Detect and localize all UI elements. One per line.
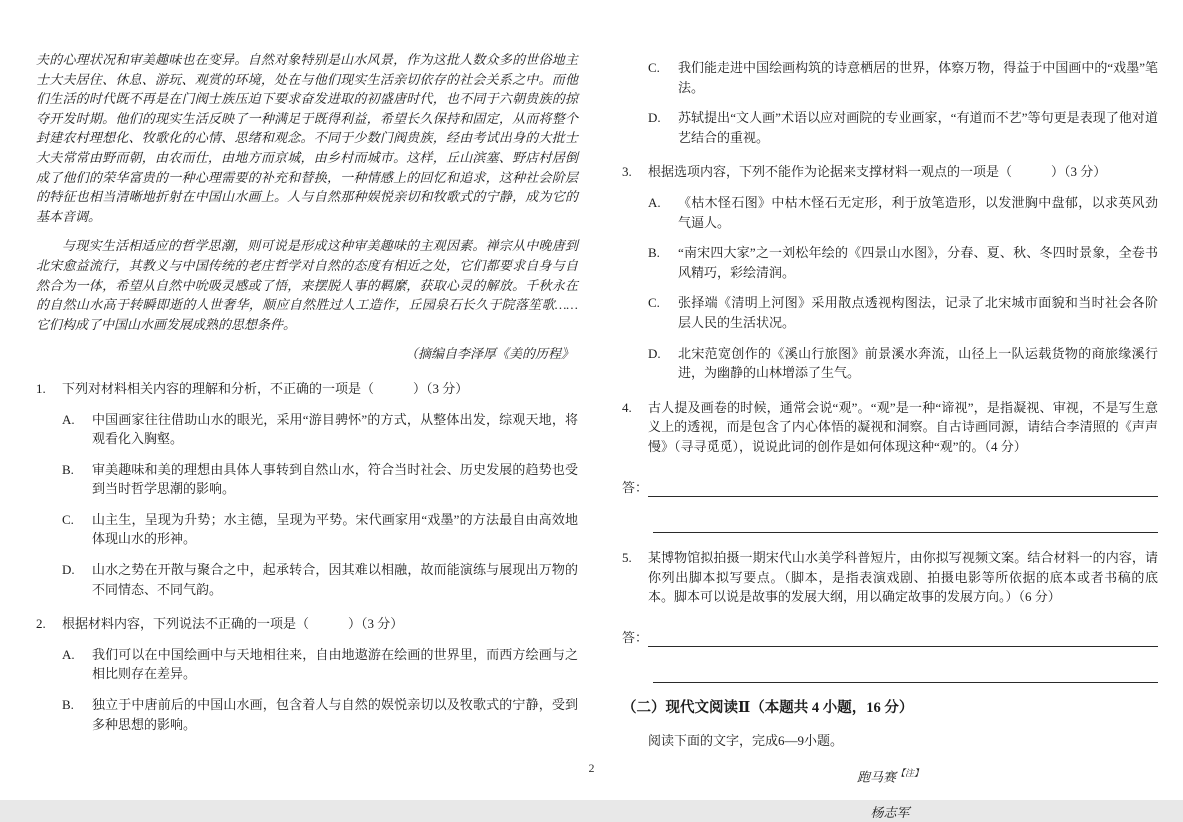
- option-text: 我们能走进中国绘画构筑的诗意栖居的世界，体察万物，得益于中国画中的“戏墨”笔法。: [678, 60, 1158, 95]
- section-2-title: （二）现代文阅读Ⅱ（本题共 4 小题，16 分）: [622, 700, 914, 717]
- question-2-option-d: [622, 108, 1158, 147]
- option-label: D.: [62, 562, 75, 578]
- option-label: A.: [62, 411, 75, 427]
- option-text: 张择端《清明上河图》采用散点透视构图法，记录了北宋城市面貌和当时社会各阶层人民的生活状况。: [678, 295, 1158, 330]
- question-2-option-b: [36, 695, 578, 734]
- question-1: [36, 379, 578, 399]
- question-4-stem: 古人提及画卷的时候，通常会说“观”。“观”是一种“谛视”，是指凝视、审视，不是写生意义上的透视，而是包含了内心体悟的凝视和洞察。自古诗画同源，请结合李清照的《声声慢》（寻寻觅觅），说说此词的创作是如何体现这种“观”的。（4 分）: [648, 399, 1158, 454]
- question-1-number: 1.: [36, 380, 46, 396]
- question-5-answer-row-1: [622, 628, 1158, 648]
- option-label: C.: [648, 295, 660, 311]
- answer-label: 答：: [622, 629, 649, 645]
- question-3-option-c: [622, 293, 1158, 332]
- reading-title-note: 【注】: [896, 767, 924, 778]
- question-4-number: 4.: [622, 399, 632, 415]
- reading-piece-author: 杨志军: [870, 804, 910, 820]
- material-paragraph-2: 与现实生活相适应的哲学思潮，则可说是形成这种审美趣味的主观因素。禅宗从中晚唐到北宋愈益流行，其教义与中国传统的老庄哲学对自然的态度有相近之处，它们都要求自身与自然合为一体，希望从自然中吮吸灵感或了悟，来摆脱人事的羁縻，获取心灵的解放。千秋永在的自然山水高于转瞬即逝的人世奢华，顺应自然胜过人工造作，丘园泉石长久于院落笙歌……它们构成了中国山水画发展成熟的思想条件。: [36, 238, 578, 332]
- section-2-instruction: 阅读下面的文字，完成6—9小题。: [648, 733, 844, 749]
- question-3-option-a: [622, 193, 1158, 232]
- option-label: B.: [62, 697, 74, 713]
- question-1-stem: 下列对材料相关内容的理解和分析，不正确的一项是（ ）（3 分）: [62, 380, 469, 396]
- question-3-stem: 根据选项内容，下列不能作为论据来支撑材料一观点的一项是（ ）（3 分）: [648, 164, 1107, 180]
- question-4-answer-row-2: [622, 517, 1158, 533]
- question-2-option-c: [622, 58, 1158, 97]
- option-text: 北宋范宽创作的《溪山行旅图》前景溪水奔流，山径上一队运载货物的商旅缘溪行进，为幽静的山林增添了生气。: [678, 345, 1158, 381]
- option-text: “南宋四大家”之一刘松年绘的《四景山水图》，分春、夏、秋、冬四时景象，全卷书风精巧，彩绘清润。: [678, 245, 1158, 280]
- question-4-answer-row-1: [622, 478, 1158, 498]
- option-label: A.: [648, 194, 661, 210]
- option-label: A.: [62, 646, 75, 662]
- option-label: C.: [648, 60, 660, 75]
- right-column: [622, 50, 1158, 822]
- question-1-option-c: [36, 510, 578, 549]
- reading-material: [36, 50, 578, 364]
- answer-blank-line: [648, 481, 1158, 497]
- answer-blank-line: [648, 631, 1158, 647]
- question-3-option-d: [622, 344, 1158, 383]
- option-label: B.: [648, 245, 660, 261]
- question-2-stem: 根据材料内容，下列说法不正确的一项是（ ）（3 分）: [62, 616, 404, 632]
- question-3: [622, 162, 1158, 182]
- option-text: 山主生，呈现为升势；水主德，呈现为平势。宋代画家用“戏墨”的方法最自由高效地体现山水的形神。: [92, 511, 578, 547]
- option-label: D.: [648, 110, 661, 126]
- option-text: 独立于中唐前后的中国山水画，包含着人与自然的娱悦亲切以及牧歌式的宁静，受到多种思想的影响。: [92, 697, 578, 732]
- answer-blank-line: [653, 517, 1158, 533]
- question-2-option-a: [36, 645, 578, 684]
- option-text: 我们可以在中国绘画中与天地相往来，自由地遨游在绘画的世界里，而西方绘画与之相比则存在差异。: [92, 646, 578, 682]
- question-1-option-d: [36, 560, 578, 599]
- question-1-option-b: [36, 460, 578, 499]
- question-4: [622, 398, 1158, 457]
- question-5-stem: 某博物馆拟拍摄一期宋代山水美学科普短片，由你拟写视频文案。结合材料一的内容，请你列出脚本拟写要点。（脚本，是指表演戏剧、拍摄电影等所依据的底本或者书稿的底本。脚本可以说是故事的发展大纲，用以确定故事的发展方向。）（6 分）: [648, 550, 1158, 605]
- question-1-option-a: [36, 410, 578, 449]
- option-text: 山水之势在开散与聚合之中，起承转合，因其难以相融，故而能演练与展现出万物的不同情态、不同气韵。: [92, 562, 578, 597]
- question-3-option-b: [622, 243, 1158, 282]
- option-label: D.: [648, 345, 661, 361]
- question-5-answer-row-2: [622, 667, 1158, 683]
- material-attribution: （摘编自李泽厚《美的历程》: [404, 346, 574, 362]
- answer-label: 答：: [622, 479, 649, 495]
- question-2-number: 2.: [36, 616, 46, 632]
- option-label: B.: [62, 461, 74, 477]
- option-label: C.: [62, 511, 74, 527]
- option-text: 苏轼提出“文人画”术语以应对画院的专业画家，“有道而不艺”等句更是表现了他对道艺结合的重视。: [678, 110, 1158, 145]
- reading-title-text: 跑马赛: [856, 768, 896, 784]
- question-5: [622, 548, 1158, 607]
- left-column: [36, 50, 578, 734]
- material-paragraph-1: 夫的心理状况和审美趣味也在变异。自然对象特别是山水风景，作为这批人数众多的世俗地主士大夫居住、休息、游玩、观赏的环境，处在与他们现实生活亲切依存的社会关系之中。而他们生活的时代既不再是在门阀士族压迫下要求奋发进取的初盛唐时代，也不同于六朝贵族的掠夺开发时期。他们的现实生活反映了一种满足于既得利益，希望长久保持和固定，从而将整个封建农村理想化、牧歌化的心情、思绪和观念。不同于少数门阀贵族，经由考试出身的大批士大夫常常由野而朝，由农而仕，由地方而京城，由乡村而城市。这样，丘山滨塞、野店村居倒成了他们的荣华富贵的一种心理需要的补充和替换，一种情感上的回忆和追求，这种社会阶层的特征也相当清晰地折射在中国山水画上。人与自然那种娱悦亲切和牧歌式的宁静，成为它的基本音调。: [36, 52, 578, 224]
- answer-blank-line: [653, 667, 1158, 683]
- question-5-number: 5.: [622, 550, 632, 566]
- question-3-number: 3.: [622, 164, 632, 180]
- option-text: 中国画家往往借助山水的眼光，采用“游目骋怀”的方式，从整体出发，综观天地，将观看化入胸壑。: [92, 411, 578, 447]
- option-text: 《枯木怪石图》中枯木怪石无定形，利于放笔造形，以发泄胸中盘郁，以求英风劲气逼人。: [678, 194, 1158, 230]
- question-2: [36, 614, 578, 634]
- option-text: 审美趣味和美的理想由具体人事转到自然山水，符合当时社会、历史发展的趋势也受到当时哲学思潮的影响。: [92, 461, 578, 497]
- page-number: 2: [588, 761, 595, 775]
